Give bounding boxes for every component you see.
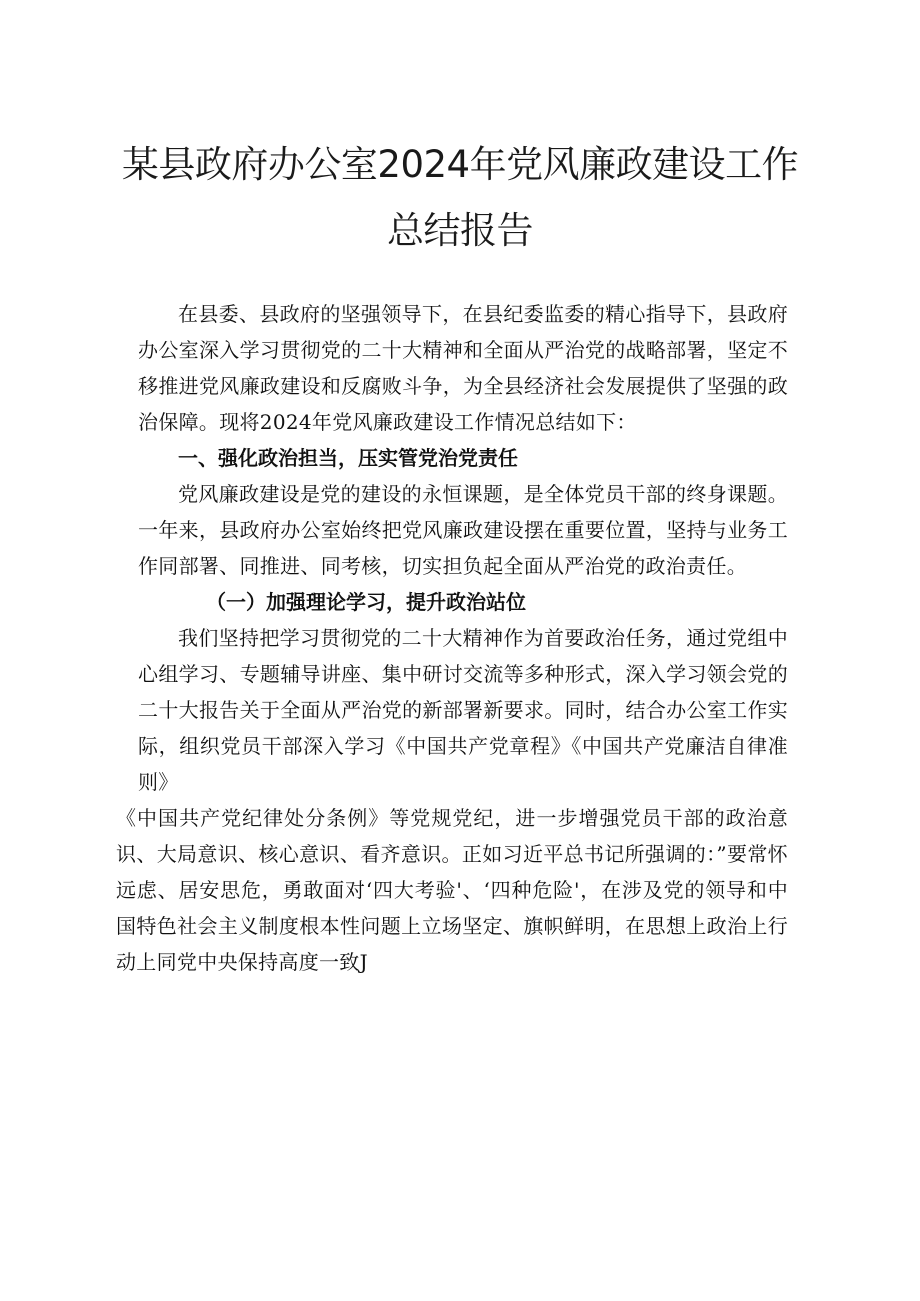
section-1-heading: 一、强化政治担当，压实管党治党责任: [178, 446, 518, 470]
subsection-1-heading: （一）加强理论学习，提升政治站位: [206, 590, 526, 614]
document-body: [116, 296, 788, 980]
intro-paragraph: 在县委、县政府的坚强领导下，在县纪委监委的精心指导下，县政府办公室深入学习贯彻党的二十大精神和全面从严治党的战略部署，坚定不移推进党风廉政建设和反腐败斗争，为全县经济社会发展提供了坚强的政治保障。现将2024年党风廉政建设工作情况总结如下：: [138, 302, 788, 434]
subsection-1-paragraph-1: 我们坚持把学习贯彻党的二十大精神作为首要政治任务，通过党组中心组学习、专题辅导讲座、集中研讨交流等多种形式，深入学习领会党的二十大报告关于全面从严治党的新部署新要求。同时，结合办公室工作实际，组织党员干部深入学习《中国共产党章程》《中国共产党廉洁自律准则》: [138, 626, 788, 794]
subsection-1-paragraph-2: 《中国共产党纪律处分条例》等党规党纪，进一步增强党员干部的政治意识、大局意识、核心意识、看齐意识。正如习近平总书记所强调的：”要常怀远虑、居安思危，勇敢面对‘四大考验'、‘四种危险'，在涉及党的领导和中国特色社会主义制度根本性问题上立场坚定、旗帜鲜明，在思想上政治上行动上同党中央保持高度一致J: [116, 806, 788, 974]
document-title-line-2: 总结报告: [387, 209, 533, 252]
section-1-paragraph: 党风廉政建设是党的建设的永恒课题，是全体党员干部的终身课题。一年来，县政府办公室始终把党风廉政建设摆在重要位置，坚持与业务工作同部署、同推进、同考核，切实担负起全面从严治党的政治责任。: [138, 482, 788, 578]
document-title-line-1: 某县政府办公室2024年党风廉政建设工作: [121, 143, 799, 186]
